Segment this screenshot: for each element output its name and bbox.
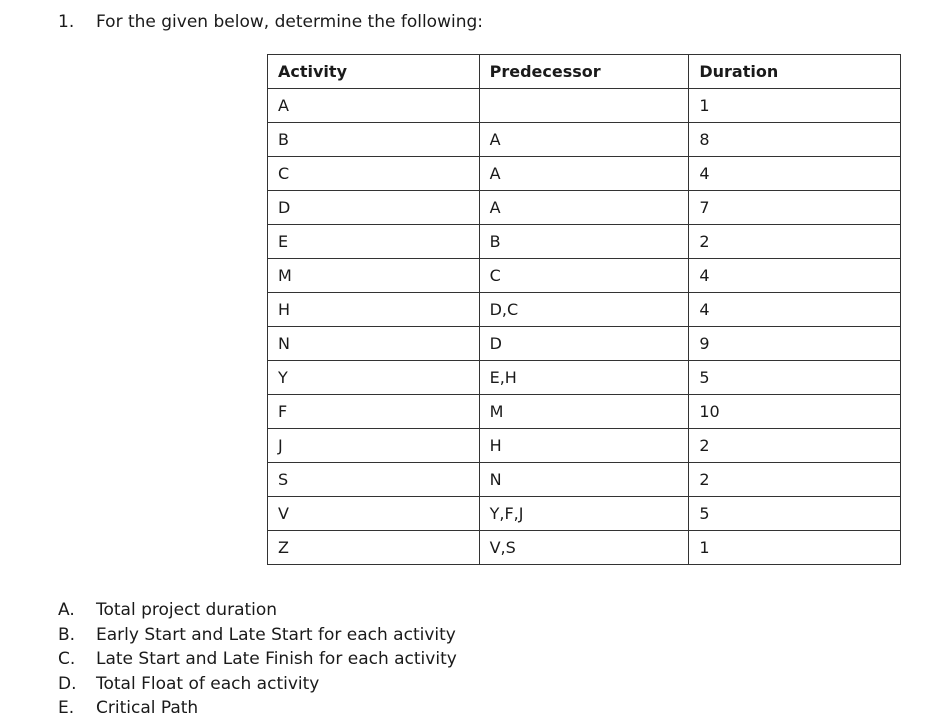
task-text: Critical Path	[96, 698, 199, 718]
duration-cell: 2	[689, 429, 901, 463]
duration-cell: 7	[689, 191, 901, 225]
table-row	[268, 429, 901, 463]
table-row	[268, 293, 901, 327]
table-row	[268, 259, 901, 293]
duration-cell: 2	[689, 225, 901, 259]
header-predecessor: Predecessor	[479, 55, 689, 89]
task-letter: D.	[58, 673, 77, 694]
list-item	[58, 598, 457, 623]
table-row	[268, 327, 901, 361]
table-row	[268, 395, 901, 429]
predecessor-cell: Y,F,J	[479, 497, 689, 531]
duration-cell: 10	[689, 395, 901, 429]
predecessor-cell: D,C	[479, 293, 689, 327]
activity-table	[267, 54, 901, 565]
table-row	[268, 531, 901, 565]
task-letter: B.	[58, 624, 76, 645]
predecessor-cell: D	[479, 327, 689, 361]
duration-cell: 4	[689, 259, 901, 293]
table-row	[268, 191, 901, 225]
activity-cell: A	[268, 89, 480, 123]
activity-cell: H	[268, 293, 480, 327]
activity-cell: Z	[268, 531, 480, 565]
table-header-row	[268, 55, 901, 89]
duration-cell: 5	[689, 361, 901, 395]
duration-cell: 4	[689, 293, 901, 327]
question-text: For the given below, determine the following:	[96, 12, 484, 32]
activity-cell: J	[268, 429, 480, 463]
activity-cell: Y	[268, 361, 480, 395]
duration-cell: 5	[689, 497, 901, 531]
task-letter: A.	[58, 600, 75, 620]
list-item	[58, 696, 457, 721]
table-row	[268, 463, 901, 497]
list-item	[58, 647, 457, 672]
duration-cell: 9	[689, 327, 901, 361]
header-activity: Activity	[268, 55, 480, 89]
task-text: Late Start and Late Finish for each activity	[96, 649, 457, 669]
predecessor-cell: N	[479, 463, 689, 497]
activity-cell: V	[268, 497, 480, 531]
table-row	[268, 123, 901, 157]
activity-cell: S	[268, 463, 480, 497]
activity-cell: D	[268, 191, 480, 225]
task-letter: E.	[58, 698, 75, 718]
table-body	[268, 89, 901, 565]
duration-cell: 1	[689, 89, 901, 123]
activity-cell: F	[268, 395, 480, 429]
task-text: Total project duration	[96, 600, 278, 620]
predecessor-cell: V,S	[479, 531, 689, 565]
header-duration: Duration	[689, 55, 901, 89]
predecessor-cell: M	[479, 395, 689, 429]
activity-cell: B	[268, 123, 480, 157]
task-text: Early Start and Late Start for each activity	[96, 624, 456, 645]
predecessor-cell	[479, 89, 689, 123]
task-text: Total Float of each activity	[96, 673, 320, 694]
predecessor-cell: A	[479, 157, 689, 191]
question-heading	[58, 12, 483, 32]
table-row	[268, 225, 901, 259]
task-letter: C.	[58, 649, 76, 669]
predecessor-cell: C	[479, 259, 689, 293]
question-number: 1.	[58, 12, 75, 32]
predecessor-cell: A	[479, 191, 689, 225]
task-list	[58, 598, 457, 721]
duration-cell: 8	[689, 123, 901, 157]
predecessor-cell: H	[479, 429, 689, 463]
activity-cell: E	[268, 225, 480, 259]
predecessor-cell: B	[479, 225, 689, 259]
activity-cell: M	[268, 259, 480, 293]
list-item	[58, 672, 457, 697]
table-row	[268, 497, 901, 531]
duration-cell: 4	[689, 157, 901, 191]
activity-cell: N	[268, 327, 480, 361]
predecessor-cell: E,H	[479, 361, 689, 395]
table-row	[268, 89, 901, 123]
table-row	[268, 157, 901, 191]
list-item	[58, 623, 457, 648]
activity-cell: C	[268, 157, 480, 191]
duration-cell: 1	[689, 531, 901, 565]
predecessor-cell: A	[479, 123, 689, 157]
duration-cell: 2	[689, 463, 901, 497]
table-row	[268, 361, 901, 395]
